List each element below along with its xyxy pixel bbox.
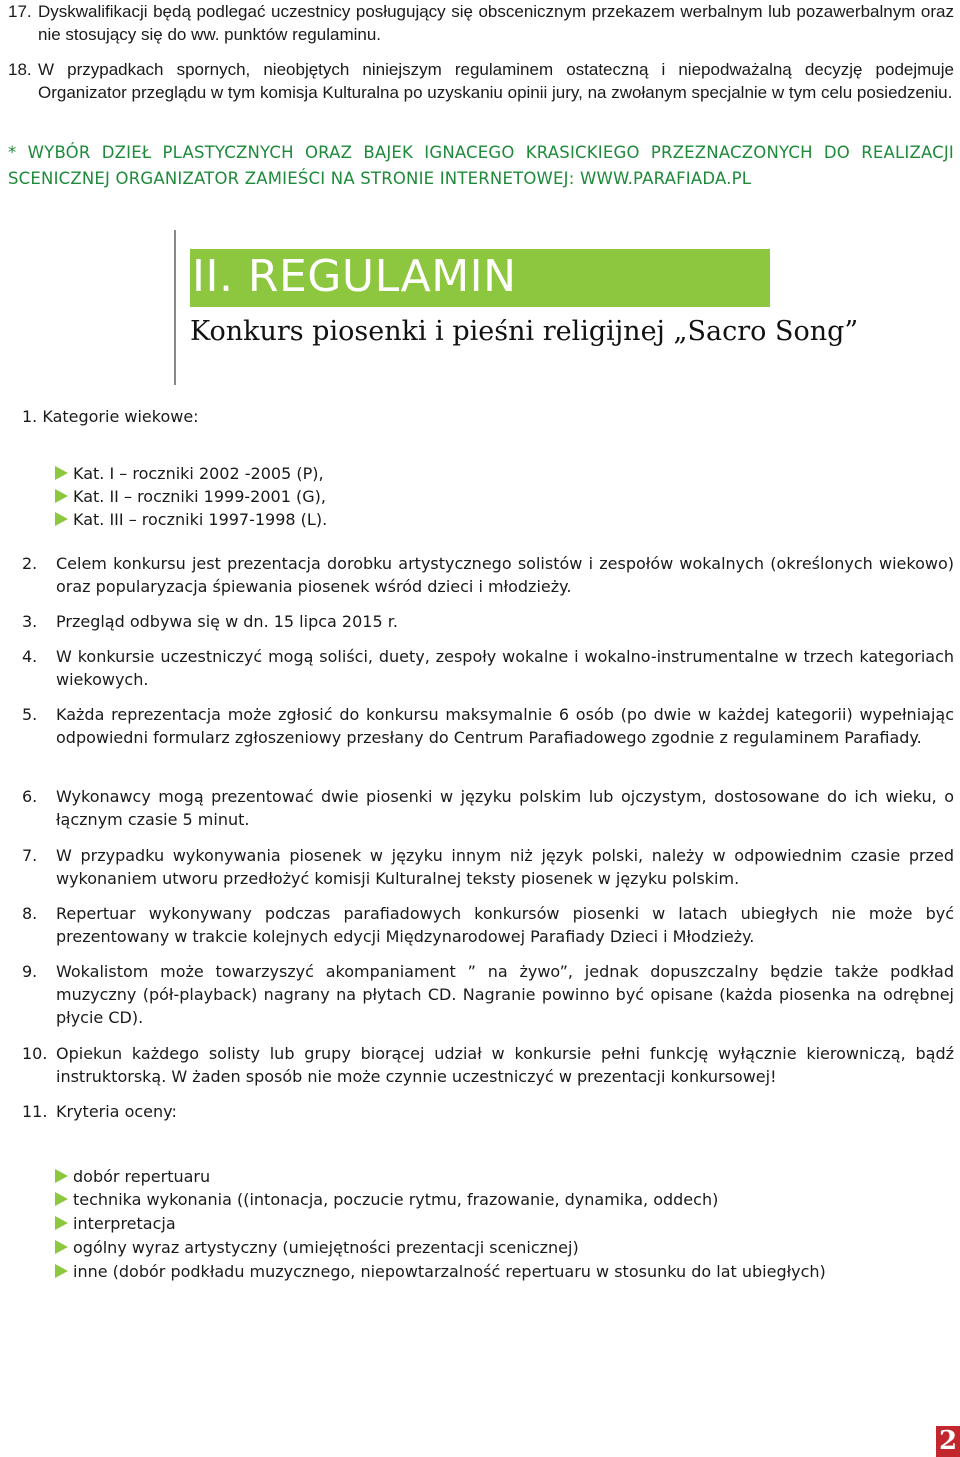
category-label: Kat. I – roczniki 2002 -2005 (P),	[73, 464, 324, 483]
item-number: 3.	[22, 612, 38, 631]
bullet-arrow-icon	[55, 1192, 68, 1206]
criteria-label: technika wykonania ((intonacja, poczucie rytmu, frazowanie, dynamika, oddech)	[73, 1190, 719, 1209]
item-text: W konkursie uczestniczyć mogą soliści, duety, zespoły wokalne i wokalno-instrumentalne w trzech kategoriach wiekowych.	[56, 647, 954, 689]
list-item-18	[8, 58, 954, 128]
item-text: Celem konkursu jest prezentacja dorobku artystycznego solistów i zespołów wokalnych (określonych wiekowo) oraz popularyzacja śpiewania piosenek wśród dzieci i młodzieży.	[56, 554, 954, 596]
categories-heading: 1. Kategorie wiekowe:	[22, 407, 199, 426]
criteria-item	[55, 1188, 718, 1211]
category-item	[55, 485, 326, 508]
bullet-arrow-icon	[55, 1216, 68, 1230]
section-divider-line	[174, 230, 176, 385]
item-text: Repertuar wykonywany podczas parafiadowych konkursów piosenki w latach ubiegłych nie może być prezentowany w trakcie kolejnych edycji Międzynarodowej Parafiady Dzieci i Młodzieży.	[56, 904, 954, 946]
list-item-4	[22, 645, 954, 691]
list-item-6	[22, 785, 954, 831]
criteria-item	[55, 1260, 826, 1283]
list-item-9	[22, 960, 954, 1029]
section-subtitle: Konkurs piosenki i pieśni religijnej „Sacro Song”	[190, 316, 859, 347]
list-item-3	[22, 610, 954, 633]
list-item-10	[22, 1042, 954, 1088]
criteria-label: inne (dobór podkładu muzycznego, niepowtarzalność repertuaru w stosunku do lat ubiegłych)	[73, 1262, 826, 1281]
list-item-17	[8, 0, 954, 46]
item-number: 8.	[22, 904, 38, 923]
item-number: 7.	[22, 846, 38, 865]
item-text: W przypadkach spornych, nieobjętych niniejszym regulaminem ostateczną i niepodważalną decyzję podejmuje Organizator przeglądu w tym komisja Kulturalna po uzyskaniu opinii jury, na zwołanym specjalnie w tym celu posiedzeniu.	[38, 60, 954, 102]
criteria-item	[55, 1236, 579, 1259]
section-heading: II. REGULAMIN	[192, 251, 517, 302]
item-text: Przegląd odbywa się w dn. 15 lipca 2015 r.	[56, 612, 398, 631]
item-number: 10.	[22, 1044, 48, 1063]
bullet-arrow-icon	[55, 1240, 68, 1254]
page-number: 2	[936, 1426, 960, 1457]
item-text: Wykonawcy mogą prezentować dwie piosenki w języku polskim lub ojczystym, dostosowane do ich wieku, o łącznym czasie 5 minut.	[56, 787, 954, 829]
list-item-2	[22, 552, 954, 598]
criteria-item	[55, 1212, 176, 1235]
criteria-label: interpretacja	[73, 1214, 176, 1233]
notice-text: * WYBÓR DZIEŁ PLASTYCZNYCH ORAZ BAJEK IGNACEGO KRASICKIEGO PRZEZNACZONYCH DO REALIZACJI SCENICZNEJ ORGANIZATOR ZAMIEŚCI NA STRONIE INTERNETOWEJ: WWW.PARAFIADA.PL	[8, 143, 954, 188]
list-item-5	[22, 703, 954, 772]
list-item-7	[22, 844, 954, 890]
category-label: Kat. II – roczniki 1999-2001 (G),	[73, 487, 326, 506]
bullet-arrow-icon	[55, 489, 68, 503]
item-text: Dyskwalifikacji będą podlegać uczestnicy posługujący się obscenicznym przekazem werbalnym lub pozawerbalnym oraz nie stosujący się do ww. punktów regulaminu.	[38, 2, 954, 44]
item-number: 9.	[22, 962, 38, 981]
item-number: 4.	[22, 647, 38, 666]
item-number: 2.	[22, 554, 38, 573]
category-item	[55, 462, 324, 485]
item-text: Kryteria oceny:	[56, 1102, 177, 1121]
item-text: W przypadku wykonywania piosenek w języku innym niż język polski, należy w odpowiednim czasie przed wykonaniem utworu przedłożyć komisji Kulturalnej teksty piosenek w języku polskim.	[56, 846, 954, 888]
item-number: 18.	[8, 60, 32, 79]
item-number: 17.	[8, 2, 32, 21]
list-item-11	[22, 1100, 954, 1123]
criteria-label: ogólny wyraz artystyczny (umiejętności prezentacji scenicznej)	[73, 1238, 579, 1257]
item-number: 5.	[22, 705, 38, 724]
category-item	[55, 508, 327, 531]
item-number: 11.	[22, 1102, 48, 1121]
item-text: Opiekun każdego solisty lub grupy biorącej udział w konkursie pełni funkcję wyłącznie kierowniczą, bądź instruktorską. W żaden sposób nie może czynnie uczestniczyć w prezentacji konkursowej!	[56, 1044, 954, 1086]
item-text: Każda reprezentacja może zgłosić do konkursu maksymalnie 6 osób (po dwie w każdej kategorii) wypełniając odpowiedni formularz zgłoszeniowy przesłany do Centrum Parafiadowego zgodnie z regulaminem Parafiady.	[56, 705, 954, 747]
criteria-label: dobór repertuaru	[73, 1167, 211, 1186]
item-text: Wokalistom może towarzyszyć akompaniament ” na żywo”, jednak dopuszczalny będzie także podkład muzyczny (pół-playback) nagrany na płytach CD. Nagranie powinno być opisane (każda piosenka na odrębnej płycie CD).	[56, 962, 954, 1027]
category-label: Kat. III – roczniki 1997-1998 (L).	[73, 510, 328, 529]
criteria-item	[55, 1165, 210, 1188]
bullet-arrow-icon	[55, 512, 68, 526]
item-number: 6.	[22, 787, 38, 806]
bullet-arrow-icon	[55, 1169, 68, 1183]
bullet-arrow-icon	[55, 1264, 68, 1278]
section-banner	[190, 249, 770, 307]
bullet-arrow-icon	[55, 466, 68, 480]
list-item-8	[22, 902, 954, 948]
